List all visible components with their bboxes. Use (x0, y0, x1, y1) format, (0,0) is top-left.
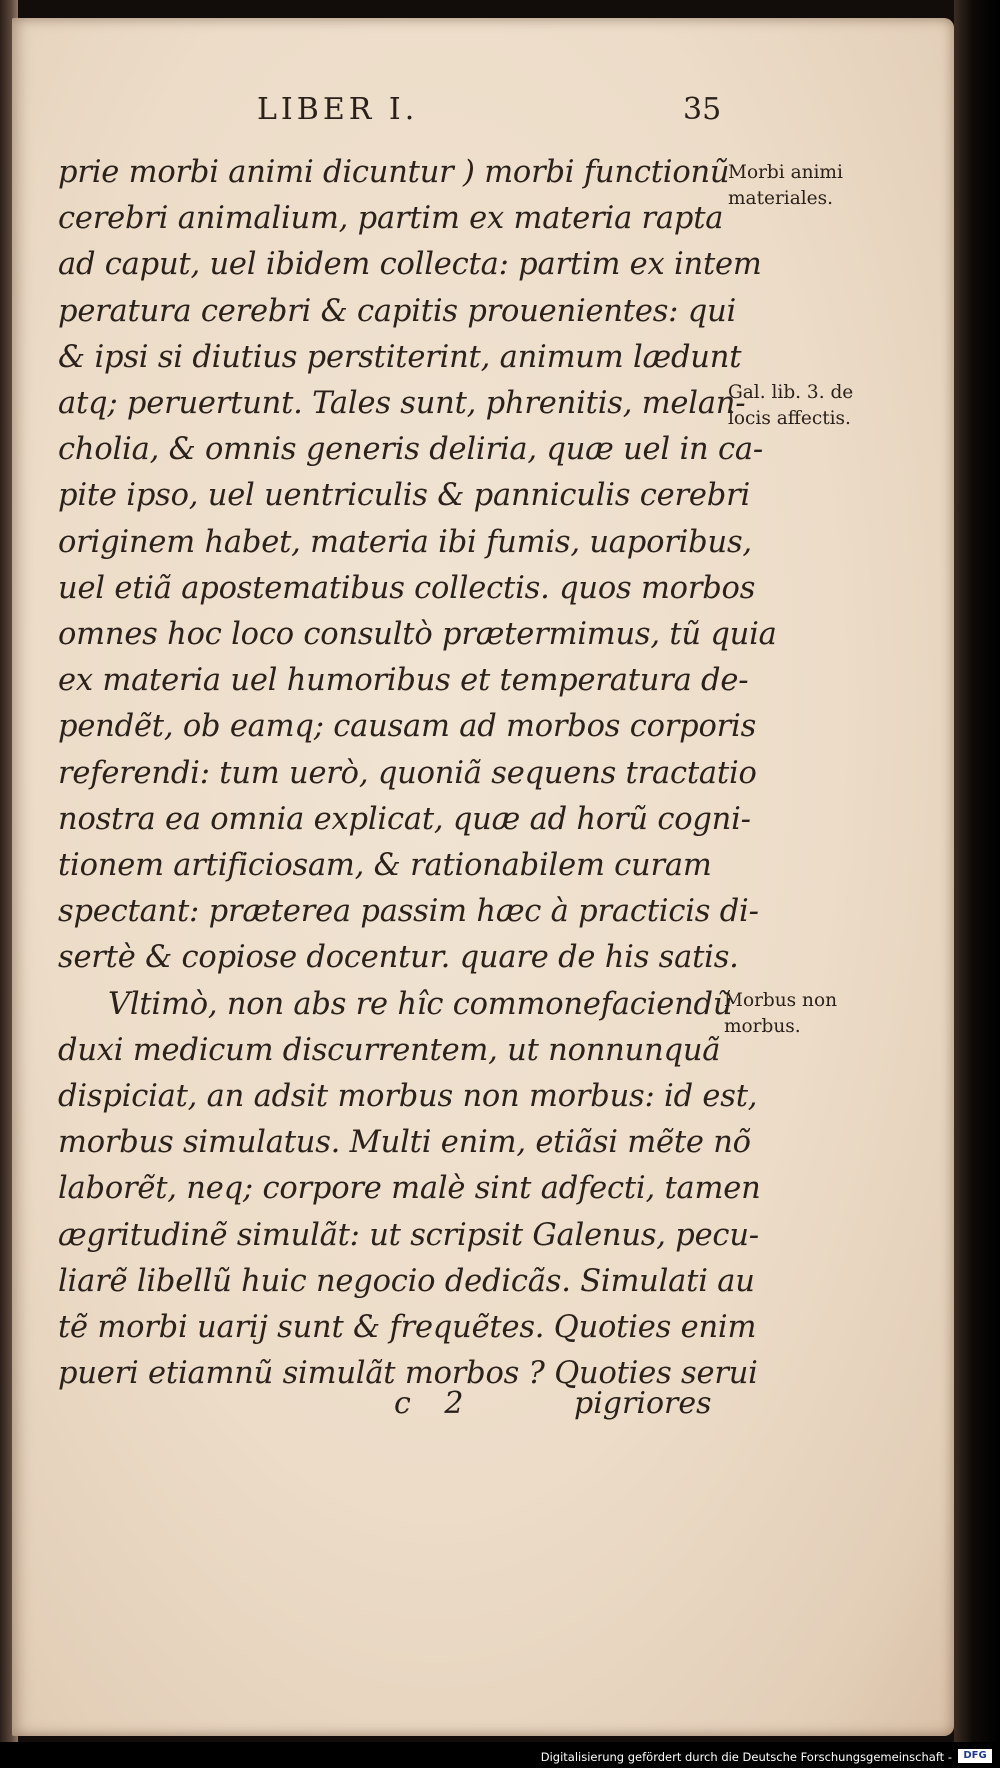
text-line: & ipsi si diutius perstiterint, animum lædunt (58, 339, 742, 375)
text-line: dispiciat, an adsit morbus non morbus: id est, (58, 1079, 758, 1115)
text-line: originem habet, materia ibi fumis, uaporibus, (58, 524, 752, 560)
catchword: pigriores (574, 1386, 712, 1421)
dfg-logo: DFG (958, 1749, 992, 1763)
margin-note-line: Morbi animi (728, 162, 843, 183)
margin-note-galen-reference (728, 380, 853, 432)
text-line: sertè & copiose docentur. quare de his satis. (58, 940, 739, 976)
text-line: tionem artificiosam, & rationabilem curam (58, 848, 712, 884)
text-line: atq; peruertunt. Tales sunt, phrenitis, melan- (58, 386, 746, 422)
digitization-footer (0, 1742, 1000, 1768)
text-line: pendẽt, ob eamq; causam ad morbos corporis (58, 709, 757, 745)
margin-note-line: morbus. (724, 1016, 801, 1037)
text-line: ad caput, uel ibidem collecta: partim ex intem (58, 247, 762, 283)
text-line: morbus simulatus. Multi enim, etiãsi mẽte nõ (58, 1125, 751, 1161)
text-line: cholia, & omnis generis deliria, quæ uel in ca- (58, 432, 763, 468)
text-line: prie morbi animi dicuntur ) morbi functionũ (58, 155, 730, 190)
margin-note-line: Gal. lib. 3. de (728, 382, 854, 403)
text-line: duxi medicum discurrentem, ut nonnunquã (58, 1032, 721, 1068)
text-line: peratura cerebri & capitis prouenientes: qui (58, 293, 737, 329)
text-line: pueri etiamnũ simulãt morbos ? Quoties serui (58, 1356, 758, 1392)
margin-note-line: Morbus non (724, 990, 838, 1011)
text-line: laborẽt, neq; corpore malè sint adfecti, tamen (58, 1171, 761, 1207)
margin-note-line: materiales. (728, 188, 833, 209)
text-line: uel etiã apostematibus collectis. quos morbos (58, 570, 756, 606)
margin-note-morbus-non-morbus (724, 988, 837, 1040)
body-text (58, 150, 777, 1397)
text-line: pite ipso, uel uentriculis & panniculis cerebri (58, 478, 751, 514)
text-line: Vltimò, non abs re hîc commonefaciendũ (108, 986, 733, 1022)
text-line: liarẽ libellũ huic negocio dedicãs. Simulati au (58, 1263, 755, 1299)
text-line: tẽ morbi uarij sunt & frequẽtes. Quoties enim (58, 1310, 757, 1346)
text-line: referendi: tum uerò, quoniã sequens tractatio (58, 755, 757, 791)
margin-note-morbi-animi (728, 160, 843, 212)
text-line: cerebri animalium, partim ex materia rapta (58, 201, 724, 237)
running-title: LIBER I. (257, 92, 419, 127)
funding-credit: Digitalisierung gefördert durch die Deutsche Forschungsgemeinschaft - (540, 1750, 952, 1764)
text-line: nostra ea omnia explicat, quæ ad horũ cogni- (58, 801, 751, 837)
text-line: spectant: præterea passim hæc à practicis di- (58, 894, 759, 930)
text-line: ex materia uel humoribus et temperatura de- (58, 663, 749, 699)
signature-mark: c 2 (394, 1386, 464, 1421)
page-fore-edge (954, 0, 1000, 1768)
text-line: ægritudinẽ simulãt: ut scripsit Galenus, pecu- (58, 1217, 759, 1253)
page-number: 35 (683, 92, 722, 127)
margin-note-line: locis affectis. (728, 408, 851, 429)
text-line: omnes hoc loco consultò prætermimus, tũ quia (58, 617, 777, 653)
